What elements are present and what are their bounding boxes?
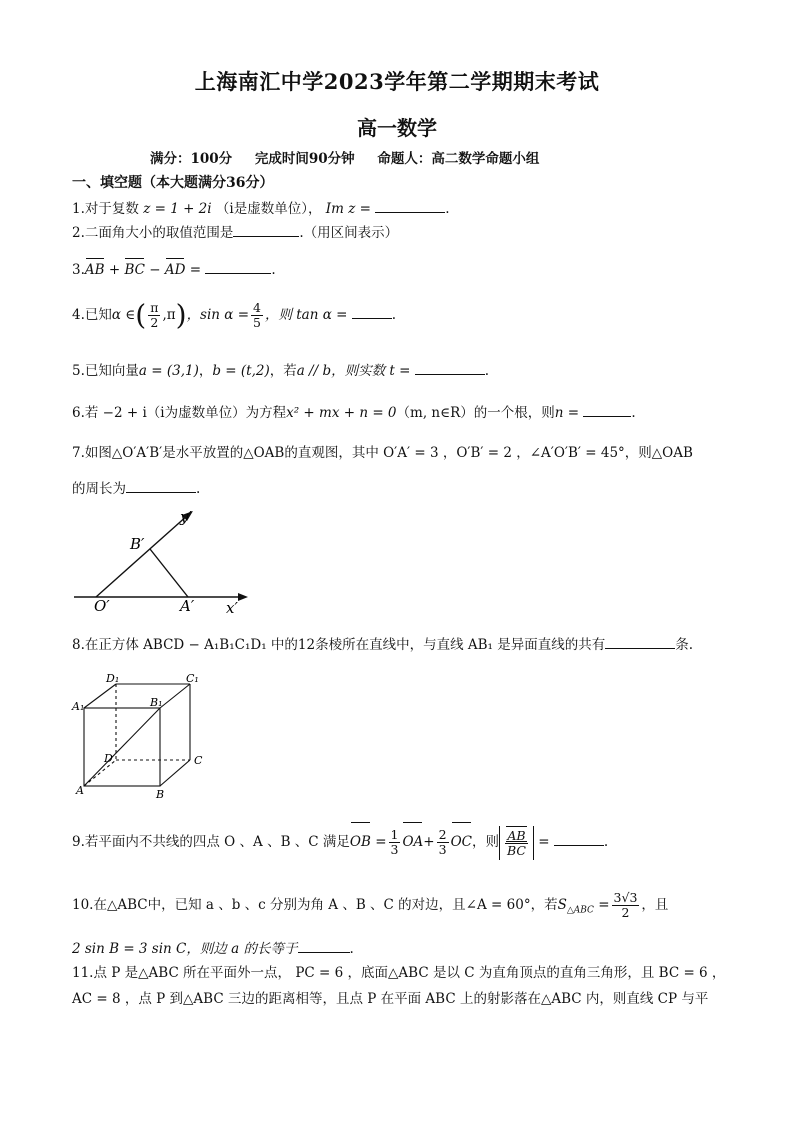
question-11-line-2: AC = 8 ，点 P 到△ABC 三边的距离相等，且点 P 在平面 ABC 上的射影落在△ABC 内，则直线 CP 与平 — [72, 991, 709, 1007]
q5-end: . — [484, 363, 490, 379]
vector-bc: BC — [124, 262, 145, 278]
left-paren: ( — [135, 298, 147, 332]
frac-num: 2 — [438, 827, 447, 842]
label-a: A′ — [180, 597, 195, 615]
frac-den: 3 — [438, 842, 447, 857]
q6-answer-blank[interactable] — [583, 402, 631, 417]
q5-vector-a: a = (3,1) — [138, 363, 199, 379]
label-b1: B₁ — [150, 696, 163, 709]
q4-alpha: α ∈ — [111, 307, 136, 323]
q2-pre: 2.二面角大小的取值范围是 — [72, 225, 234, 241]
vector-ad: AD — [164, 262, 186, 278]
frac-den: 2 — [621, 905, 630, 920]
label-a: A — [76, 784, 84, 797]
question-5 — [72, 360, 489, 380]
q2-end: .（用区间表示） — [299, 225, 399, 241]
frac-3sqrt3-2 — [612, 891, 640, 920]
edge-b-c — [160, 760, 190, 786]
q4-end: . — [391, 307, 397, 323]
full-marks: 满分：100分 — [150, 151, 233, 167]
q6-pre: 6.若 −2 + i（i为虚数单位）为方程 — [72, 405, 287, 421]
q6-equation: x² + mx + n = 0 — [286, 405, 397, 421]
frac-num: 1 — [390, 827, 399, 842]
q1-note: （i是虚数单位）， — [215, 201, 322, 217]
section-heading: 一、填空题（本大题满分36分） — [72, 175, 274, 191]
q8-end: 条. — [675, 637, 694, 653]
question-11-line-1: 11.点 P 是△ABC 所在平面外一点， PC = 6 ，底面△ABC 是以 C 为直角顶点的直角三角形，且 BC = 6 ， — [72, 965, 726, 981]
q1-pre: 1.对于复数 — [72, 201, 139, 217]
vector-ab: AB — [505, 829, 528, 844]
label-b: B — [156, 788, 165, 801]
question-9 — [72, 825, 608, 860]
figure-7-intuitive-diagram — [66, 505, 256, 620]
q10-line2: 2 sin B = 3 sin C，则边 a 的长等于 — [72, 941, 298, 957]
q1-end: . — [445, 201, 450, 217]
q4-ask: ，则 tan α = — [264, 307, 348, 323]
exam-title: 上海南汇中学2023学年第二学期期末考试 — [194, 69, 600, 94]
question-10-line-2 — [72, 938, 354, 958]
q1-expr: z = 1 + 2i — [143, 201, 212, 217]
vector-oa: OA — [402, 825, 423, 859]
q5-ask: ，则实数 t = — [331, 363, 411, 379]
q3-end: . — [271, 262, 276, 278]
frac-num: 4 — [253, 300, 261, 315]
exam-meta — [150, 147, 557, 167]
q10-line1: 10.在△ABC中，已知 a 、b 、c 分别为角 A 、B 、C 的对边，且∠A = 60°，若 — [72, 897, 558, 913]
q4-pi: ,π — [162, 307, 176, 323]
q3-answer-blank[interactable] — [205, 259, 271, 274]
q4-pre: 4.已知 — [72, 307, 112, 323]
q2-answer-blank[interactable] — [233, 222, 299, 237]
equals-sign: = — [593, 897, 610, 913]
q10-answer-blank[interactable] — [298, 938, 350, 953]
label-y: y′ — [180, 508, 192, 526]
q7-line2-text: 的周长为 — [72, 481, 126, 497]
q4-answer-blank[interactable] — [352, 304, 392, 319]
q8-answer-blank[interactable] — [605, 634, 675, 649]
equals-sign: = — [185, 262, 202, 278]
question-4 — [72, 300, 396, 330]
vector-ob: OB — [350, 825, 371, 859]
question-2 — [72, 222, 398, 242]
author: 命题人：高二数学命题小组 — [377, 151, 540, 167]
label-b: B′ — [130, 535, 145, 553]
question-3 — [72, 259, 276, 279]
q5-vector-b: b = (t,2) — [212, 363, 270, 379]
q9-answer-blank[interactable] — [554, 831, 604, 846]
figure-8-cube-diagram — [70, 670, 210, 802]
plus-sign: + — [423, 834, 435, 850]
frac-ab-bc — [505, 829, 528, 858]
question-10-line-1 — [72, 888, 668, 928]
label-c1: C₁ — [186, 672, 199, 685]
q10-tail: ，且 — [641, 897, 669, 913]
edge-b1-c1 — [160, 684, 190, 708]
question-8 — [72, 634, 693, 654]
diagonal-a-b1 — [84, 708, 160, 786]
q5-answer-blank[interactable] — [415, 360, 485, 375]
label-o: O′ — [94, 597, 110, 615]
x-axis-arrow — [238, 593, 248, 601]
time-limit: 完成时间90分钟 — [254, 151, 355, 167]
label-x: x′ — [226, 599, 238, 617]
label-d1: D₁ — [106, 672, 120, 685]
q10-area — [557, 897, 594, 916]
q3-pre: 3. — [72, 262, 85, 278]
q4-frac-pi-2 — [148, 301, 160, 330]
plus-sign: + — [104, 262, 125, 278]
q7-end: . — [196, 481, 201, 497]
question-7-line-2 — [72, 478, 200, 498]
equals-sign: = — [533, 834, 550, 850]
vector-oc: OC — [451, 825, 472, 859]
equals-sign: = — [370, 834, 387, 850]
frac-num: 3√3 — [613, 890, 638, 905]
frac-2-3 — [437, 828, 449, 857]
frac-den: 2 — [150, 315, 159, 330]
segment-a-b — [150, 549, 188, 597]
question-7-line-1: 7.如图△O′A′B′是水平放置的△OAB的直观图，其中 O′A′ = 3 ，O′B′ = 2 ，∠A′O′B′ = 45°，则△OAB — [72, 445, 693, 461]
q10-end: . — [349, 941, 354, 957]
frac-den: 3 — [390, 842, 399, 857]
q4-frac-4-5 — [251, 301, 263, 330]
q1-ask: Im z = — [325, 201, 371, 217]
edge-a1-d1 — [84, 684, 116, 708]
comma: ， — [198, 363, 213, 379]
exam-subtitle: 高一数学 — [357, 116, 437, 140]
vector-ab: AB — [84, 262, 105, 278]
q8-text: 8.在正方体 ABCD − A₁B₁C₁D₁ 中的12条棱所在直线中，与直线 AB₁ 是异面直线的共有 — [72, 637, 606, 653]
y-axis — [96, 515, 188, 597]
area-subscript: △ABC — [566, 905, 594, 916]
frac-den: 5 — [253, 315, 261, 330]
q6-ask: n = — [554, 405, 580, 421]
q9-pre: 9.若平面内不共线的四点 O 、A 、B 、C 满足 — [72, 834, 350, 850]
minus-sign: − — [144, 262, 165, 278]
q5-cond: ，若 — [269, 363, 297, 379]
frac-num: π — [150, 300, 159, 315]
q7-answer-blank[interactable] — [126, 478, 196, 493]
right-paren: ) — [175, 298, 187, 332]
q5-parallel: a // b — [296, 363, 332, 379]
q9-end: . — [603, 834, 609, 850]
question-1 — [72, 198, 450, 218]
q6-cond: （m, n∈R）的一个根，则 — [396, 405, 555, 421]
q6-end: . — [631, 405, 636, 421]
label-d: D — [104, 752, 113, 765]
label-c: C — [194, 754, 203, 767]
frac-1-3 — [389, 828, 401, 857]
vector-bc: BC — [506, 842, 526, 858]
abs-frac-ab-bc — [499, 826, 534, 860]
q9-ask: ，则 — [471, 834, 499, 850]
question-6 — [72, 402, 636, 422]
label-a1: A₁ — [72, 700, 85, 713]
area-s: S — [557, 897, 567, 913]
q5-pre: 5.已知向量 — [72, 363, 139, 379]
q4-cond: ，sin α = — [186, 307, 250, 323]
q1-answer-blank[interactable] — [375, 198, 445, 213]
